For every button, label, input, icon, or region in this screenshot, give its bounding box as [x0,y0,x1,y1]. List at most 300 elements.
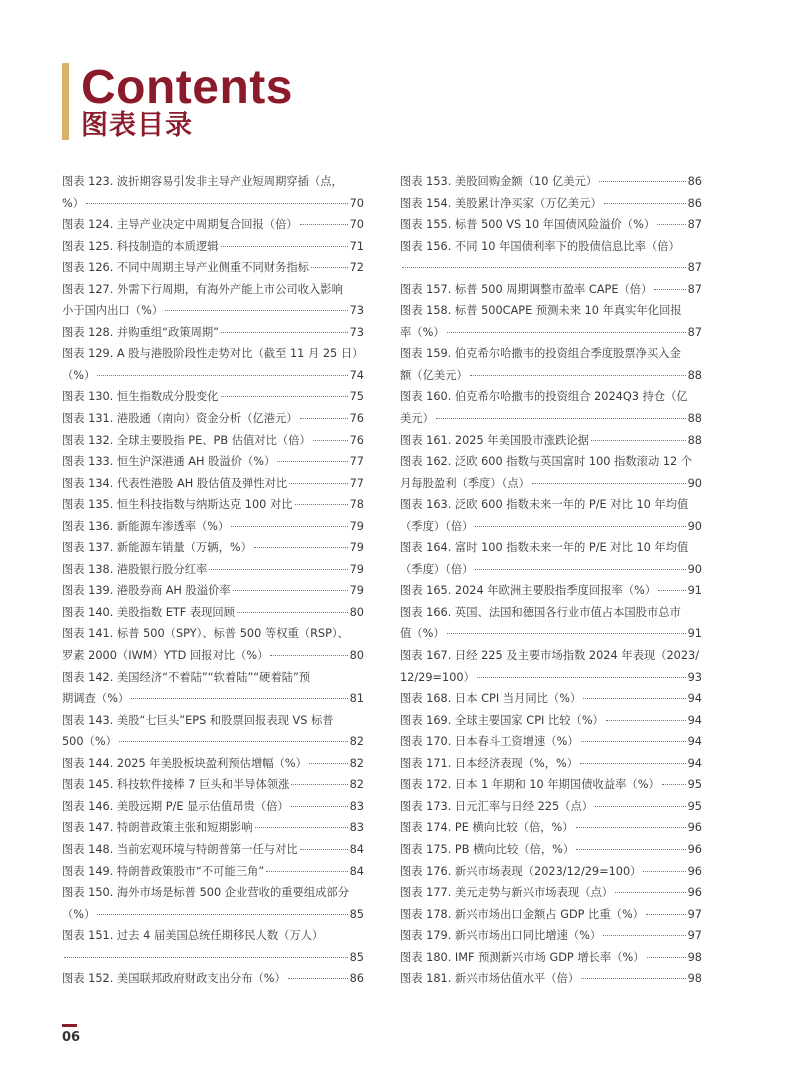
toc-leader-dots [657,224,685,225]
toc-leader-dots [477,677,686,678]
toc-entry[interactable] [62,343,364,386]
toc-leader-dots [599,181,685,182]
toc-entry[interactable] [400,171,702,193]
toc-entry[interactable] [62,236,364,258]
toc-entry-page: 94 [687,692,702,706]
toc-leader-dots [97,914,347,915]
toc-leader-dots [643,871,685,872]
toc-entry-last-line [62,559,364,581]
toc-entry-title: 图表 171. 日本经济表现（%，%） [400,756,579,770]
toc-entry-title: 图表 166. 英国、法国和德国各行业市值占本国股市总市 [400,605,681,619]
toc-entry-title: 图表 144. 2025 年美股板块盈利预估增幅（%） [62,756,307,770]
toc-entry-page: 76 [349,433,364,447]
toc-entry-line [62,925,364,947]
toc-entry-last-line [400,322,702,344]
toc-entry-page: 97 [687,929,702,943]
toc-entry-last-line [62,473,364,495]
toc-leader-dots [291,784,347,785]
toc-entry-line [62,623,364,645]
toc-entry[interactable] [62,817,364,839]
toc-entry[interactable] [62,602,364,624]
toc-entry-title: 图表 156. 不同 10 年国债利率下的股债信息比率（倍） [400,239,680,253]
toc-leader-dots [595,806,686,807]
toc-entry-page: 90 [687,476,702,490]
toc-entry-title: 图表 173. 日元汇率与日经 225（点） [400,799,594,813]
toc-entry[interactable] [400,688,702,710]
toc-entry[interactable] [400,386,702,429]
toc-entry[interactable] [62,968,364,990]
toc-entry-last-line [400,925,702,947]
toc-entry-title: 图表 148. 当前宏观环境与特朗普第一任与对比 [62,842,298,856]
toc-entry-page: 70 [349,218,364,232]
toc-entry[interactable] [400,430,702,452]
page-title-cn: 图表目录 [81,110,193,141]
toc-leader-dots [447,633,686,634]
toc-leader-dots [654,289,685,290]
toc-leader-dots [237,612,348,613]
toc-entry[interactable] [400,580,702,602]
toc-entry-title: 图表 126. 不同中周期主导产业侧重不同财务指标 [62,261,309,275]
toc-entry-last-line [62,839,364,861]
toc-entry-title: 图表 176. 新兴市场表现（2023/12/29=100） [400,864,642,878]
toc-entry-last-line [400,817,702,839]
toc-entry-page: 87 [687,325,702,339]
toc-entry[interactable] [62,322,364,344]
toc-leader-dots [300,418,348,419]
toc-entry-line [62,171,364,193]
toc-leader-dots [311,267,348,268]
toc-entry[interactable] [62,882,364,925]
toc-entry-page: 96 [687,842,702,856]
toc-leader-dots [615,892,686,893]
toc-entry-title: 图表 151. 过去 4 届美国总统任期移民人数（万人） [62,929,324,943]
toc-leader-dots [470,375,686,376]
toc-entry-last-line [400,171,702,193]
toc-entry-last-line [400,365,702,387]
toc-entry-last-line [400,430,702,452]
toc-entry-title: 图表 128. 并购重组“政策周期” [62,325,220,339]
toc-entry[interactable] [62,430,364,452]
toc-entry-page: 71 [349,239,364,253]
toc-entry-title: 图表 127. 外需下行周期，有海外产能上市公司收入影响 [62,282,343,296]
toc-entry[interactable] [400,774,702,796]
toc-entry-page: 94 [687,756,702,770]
toc-entry-last-line [62,645,364,667]
toc-entry-last-line [400,214,702,236]
toc-entry[interactable] [62,451,364,473]
toc-entry[interactable] [400,968,702,990]
toc-entry[interactable] [400,300,702,343]
toc-left-column [62,171,364,990]
toc-entry-last-line [62,774,364,796]
toc-leader-dots [581,741,686,742]
title-accent-bar [62,63,69,140]
toc-entry-title: 图表 167. 日经 225 及主要市场指数 2024 年表现（2023/ [400,649,700,663]
toc-entry[interactable] [400,193,702,215]
toc-entry-page: 88 [687,433,702,447]
toc-entry-last-line [400,839,702,861]
toc-entry-title: 图表 180. IMF 预测新兴市场 GDP 增长率（%） [400,950,645,964]
toc-entry-page: 98 [687,950,702,964]
toc-leader-dots [647,957,686,958]
toc-entry-page: 79 [349,562,364,576]
toc-entry-last-line [62,322,364,344]
toc-entry-page: 90 [687,519,702,533]
toc-entry[interactable] [400,731,702,753]
toc-entry-title: 图表 163. 泛欧 600 指数未来一年的 P/E 对比 10 年均值 [400,498,689,512]
toc-entry-page: 73 [349,304,364,318]
toc-entry[interactable] [400,214,702,236]
toc-entry[interactable] [62,537,364,559]
toc-entry-title: 图表 124. 主导产业决定中周期复合回报（倍） [62,218,298,232]
toc-entry-page: 96 [687,886,702,900]
toc-entry-last-line [400,408,702,430]
toc-entry[interactable] [62,753,364,775]
footer-accent-bar [62,1024,77,1027]
toc-entry-page: 86 [349,972,364,986]
toc-entry-last-line [62,537,364,559]
toc-entry-last-line [62,602,364,624]
toc-entry-title: 率（%） [400,325,445,339]
toc-entry-title: 图表 164. 富时 100 指数未来一年的 P/E 对比 10 年均值 [400,541,689,555]
toc-entry-title: 图表 165. 2024 年欧洲主要股指季度回报率（%） [400,584,657,598]
toc-entry[interactable] [62,861,364,883]
toc-entry-last-line [62,257,364,279]
toc-entry-page: 97 [687,907,702,921]
toc-leader-dots [604,203,686,204]
toc-entry[interactable] [62,494,364,516]
toc-entry-title: 图表 123. 波折期容易引发非主导产业短周期穿插（点， [62,175,343,188]
toc-entry-title: 图表 169. 全球主要国家 CPI 比较（%） [400,713,604,727]
toc-entry-title: 图表 131. 港股通（南向）资金分析（亿港元） [62,412,298,426]
toc-entry-last-line [62,236,364,258]
toc-entry-title: 图表 142. 美国经济“不着陆”“软着陆”“硬着陆”预 [62,670,311,684]
toc-leader-dots [270,655,347,656]
toc-entry-page: 79 [349,519,364,533]
toc-entry-line [62,343,364,365]
toc-entry-last-line [400,753,702,775]
toc-entry[interactable] [400,882,702,904]
toc-entry-title: 图表 158. 标普 500CAPE 预测未来 10 年真实年化回报 [400,304,682,318]
toc-entry-last-line [400,796,702,818]
toc-entry[interactable] [62,774,364,796]
toc-entry-last-line [400,947,702,969]
toc-leader-dots [300,849,348,850]
toc-entry[interactable] [400,947,702,969]
toc-entry-line [400,537,702,559]
toc-entry-last-line [400,516,702,538]
toc-entry[interactable] [62,386,364,408]
toc-entry-page: 82 [349,735,364,749]
toc-entry[interactable] [62,796,364,818]
toc-entry-title: 500（%） [62,735,117,749]
toc-entry-title: 图表 146. 美股远期 P/E 显示估值昂贵（倍） [62,799,289,813]
toc-entry-title: 图表 162. 泛欧 600 指数与英国富时 100 指数滚动 12 个 [400,455,693,469]
toc-right-column [400,171,702,990]
toc-entry-line [400,386,702,408]
toc-entry-last-line [400,774,702,796]
toc-entry-last-line [400,968,702,990]
toc-entry-page: 87 [687,218,702,232]
toc-entry-line [400,300,702,322]
toc-entry-last-line [62,817,364,839]
toc-leader-dots [255,827,348,828]
toc-entry-page: 91 [687,584,702,598]
toc-leader-dots [475,569,685,570]
toc-entry-last-line [400,193,702,215]
toc-entry-page: 80 [349,649,364,663]
toc-entry-last-line [400,882,702,904]
toc-entry-page: 96 [687,864,702,878]
toc-entry-title: 图表 175. PB 横向比较（倍，%） [400,842,575,856]
toc-entry[interactable] [400,839,702,861]
toc-leader-dots [603,935,685,936]
toc-entry-last-line [62,386,364,408]
toc-entry-title: 图表 152. 美国联邦政府财政支出分布（%） [62,972,286,986]
toc-entry-title: 罗素 2000（IWM）YTD 回报对比（%） [62,649,269,663]
toc-leader-dots [86,203,348,204]
toc-entry-page: 70 [349,196,364,210]
toc-leader-dots [221,332,348,333]
toc-entry-title: 图表 157. 标普 500 周期调整市盈率 CAPE（倍） [400,282,653,296]
toc-leader-dots [532,483,686,484]
toc-entry-last-line [400,731,702,753]
toc-entry-title: 图表 155. 标普 500 VS 10 年国债风险溢价（%） [400,218,656,232]
toc-entry-page: 83 [349,821,364,835]
toc-entry-title: 图表 130. 恒生指数成分股变化 [62,390,219,404]
toc-entry-page: 79 [349,584,364,598]
toc-entry-title: 图表 159. 伯克希尔哈撒韦的投资组合季度股票净买入金 [400,347,681,361]
toc-entry-page: 78 [349,498,364,512]
toc-entry-line [400,451,702,473]
toc-leader-dots [576,849,685,850]
toc-entry-line [400,343,702,365]
toc-entry-page: 82 [349,756,364,770]
toc-entry-title: 图表 138. 港股银行股分红率 [62,562,208,576]
toc-leader-dots [165,310,348,311]
toc-leader-dots [119,741,348,742]
toc-entry[interactable] [400,925,702,947]
toc-entry-page: 86 [687,175,702,188]
toc-entry-page: 96 [687,821,702,835]
toc-entry-title: 月每股盈利（季度）（点） [400,476,530,490]
toc-entry[interactable] [400,279,702,301]
toc-leader-dots [221,396,348,397]
toc-leader-dots [231,526,347,527]
toc-entry[interactable] [400,710,702,732]
toc-entry-title: 额（亿美元） [400,368,468,382]
toc-entry[interactable] [400,753,702,775]
toc-entry-page: 77 [349,455,364,469]
toc-entry-title: 图表 174. PE 横向比较（倍，%） [400,821,574,835]
toc-leader-dots [576,827,686,828]
toc-entry[interactable] [62,279,364,322]
toc-entry-last-line [62,688,364,710]
page-title: Contents [81,61,293,114]
toc-entry[interactable] [400,796,702,818]
toc-entry-title: 值（%） [400,627,445,641]
toc-entry-page: 94 [687,713,702,727]
toc-entry-page: 74 [349,368,364,382]
toc-leader-dots [580,763,686,764]
toc-entry-last-line [62,968,364,990]
toc-entry-last-line [400,904,702,926]
toc-entry-line [62,279,364,301]
toc-entry-last-line [62,580,364,602]
toc-leader-dots [447,332,686,333]
toc-entry-title: 图表 129. A 股与港股阶段性走势对比（截至 11 月 25 日） [62,347,364,361]
toc-entry-title: 图表 133. 恒生沪深港通 AH 股溢价（%） [62,455,276,469]
toc-entry-title: 图表 147. 特朗普政策主张和短期影响 [62,821,253,835]
toc-leader-dots [658,590,685,591]
toc-entry-page: 87 [687,282,702,296]
toc-entry[interactable] [62,667,364,710]
toc-entry-page: 86 [687,196,702,210]
toc-leader-dots [309,763,348,764]
toc-entry-last-line [62,731,364,753]
toc-entry-page: 80 [349,605,364,619]
toc-entry-page: 94 [687,735,702,749]
toc-entry[interactable] [62,214,364,236]
toc-entry-last-line [400,257,702,279]
toc-leader-dots [233,590,348,591]
toc-entry-page: 81 [349,692,364,706]
toc-leader-dots [591,440,686,441]
toc-entry-last-line [62,430,364,452]
toc-leader-dots [131,698,347,699]
toc-entry[interactable] [400,602,702,645]
toc-entry-title: %） [62,196,85,210]
toc-entry-title: 图表 132. 全球主要股指 PE、PB 估值对比（倍） [62,433,311,447]
toc-entry[interactable] [62,408,364,430]
toc-entry-title: 图表 125. 科技制造的本质逻辑 [62,239,219,253]
toc-entry[interactable] [62,473,364,495]
toc-entry[interactable] [62,580,364,602]
toc-entry[interactable] [62,925,364,968]
toc-entry-page: 88 [687,412,702,426]
toc-entry-title: 图表 141. 标普 500（SPY）、标普 500 等权重（RSP）、 [62,627,349,641]
toc-entry-title: 图表 170. 日本春斗工资增速（%） [400,735,579,749]
toc-entry-title: 12/29=100） [400,670,475,684]
page-number: 06 [62,1030,81,1045]
toc-entry-last-line [62,516,364,538]
toc-entry-line [400,602,702,624]
toc-entry[interactable] [62,710,364,753]
toc-entry[interactable] [62,839,364,861]
toc-entry[interactable] [62,257,364,279]
toc-leader-dots [313,440,348,441]
toc-leader-dots [97,375,347,376]
toc-entry-last-line [400,473,702,495]
toc-entry-title: （%） [62,368,96,382]
toc-leader-dots [300,224,348,225]
toc-entry-last-line [400,279,702,301]
toc-leader-dots [436,418,686,419]
toc-entry[interactable] [400,904,702,926]
toc-entry-line [400,494,702,516]
toc-entry-title: 图表 139. 港股券商 AH 股溢价率 [62,584,231,598]
toc-entry[interactable] [400,343,702,386]
toc-entry[interactable] [400,817,702,839]
toc-entry-page: 90 [687,562,702,576]
toc-entry-title: （%） [62,907,96,921]
toc-entry-page: 95 [687,778,702,792]
toc-entry-title: 图表 135. 恒生科技指数与纳斯达克 100 对比 [62,498,293,512]
toc-entry-page: 91 [687,627,702,641]
toc-entry-last-line [62,451,364,473]
toc-entry-page: 73 [349,325,364,339]
toc-entry-last-line [400,861,702,883]
toc-entry-last-line [62,904,364,926]
toc-entry-title: 图表 149. 特朗普政策股市“不可能三角” [62,864,265,878]
toc-leader-dots [266,871,347,872]
toc-entry-title: 图表 143. 美股“七巨头”EPS 和股票回报表现 VS 标普 [62,713,334,727]
toc-entry[interactable] [400,861,702,883]
toc-leader-dots [291,806,348,807]
toc-entry-title: 图表 140. 美股指数 ETF 表现回顾 [62,605,236,619]
toc-entry-title: 图表 179. 新兴市场出口同比增速（%） [400,929,602,943]
toc-entry-title: 图表 134. 代表性港股 AH 股估值及弹性对比 [62,476,288,490]
toc-entry[interactable] [400,494,702,537]
toc-entry-line [62,667,364,689]
toc-leader-dots [402,267,686,268]
toc-entry-page: 76 [349,412,364,426]
toc-entry-title: （季度）（倍） [400,562,474,576]
toc-entry-page: 87 [687,261,702,275]
toc-leader-dots [475,526,685,527]
toc-entry[interactable] [400,537,702,580]
toc-entry-line [400,645,702,667]
toc-entry-title: 图表 181. 新兴市场估值水平（倍） [400,972,580,986]
toc-entry-page: 85 [349,950,364,964]
toc-entry-title: 图表 172. 日本 1 年期和 10 年期国债收益率（%） [400,778,660,792]
toc-entry-title: 图表 154. 美股累计净买家（万亿美元） [400,196,602,210]
toc-entry-last-line [62,214,364,236]
toc-entry-last-line [400,559,702,581]
toc-entry[interactable] [400,236,702,279]
toc-entry-page: 79 [349,541,364,555]
toc-entry-page: 72 [349,261,364,275]
toc-entry-page: 84 [349,842,364,856]
toc-leader-dots [277,461,347,462]
toc-entry-last-line [62,753,364,775]
toc-leader-dots [295,504,348,505]
toc-entry-page: 85 [349,907,364,921]
toc-entry-last-line [400,623,702,645]
toc-entry-title: 美元） [400,412,434,426]
toc-entry[interactable] [62,559,364,581]
toc-leader-dots [646,914,686,915]
toc-leader-dots [288,978,348,979]
toc-entry-page: 84 [349,864,364,878]
toc-leader-dots [254,547,348,548]
toc-entry-last-line [62,365,364,387]
toc-entry-title: 小于国内出口（%） [62,304,164,318]
toc-entry[interactable] [62,171,364,214]
toc-entry[interactable] [62,516,364,538]
toc-entry-title: 期调查（%） [62,692,130,706]
toc-entry-title: 图表 178. 新兴市场出口金额占 GDP 比重（%） [400,907,644,921]
toc-entry-page: 75 [349,390,364,404]
toc-entry-last-line [62,408,364,430]
toc-leader-dots [606,720,686,721]
toc-entry[interactable] [400,451,702,494]
toc-leader-dots [221,246,348,247]
toc-entry-title: 图表 150. 海外市场是标普 500 企业营收的重要组成部分 [62,886,350,900]
toc-entry[interactable] [62,623,364,666]
toc-entry[interactable] [400,645,702,688]
toc-leader-dots [662,784,686,785]
